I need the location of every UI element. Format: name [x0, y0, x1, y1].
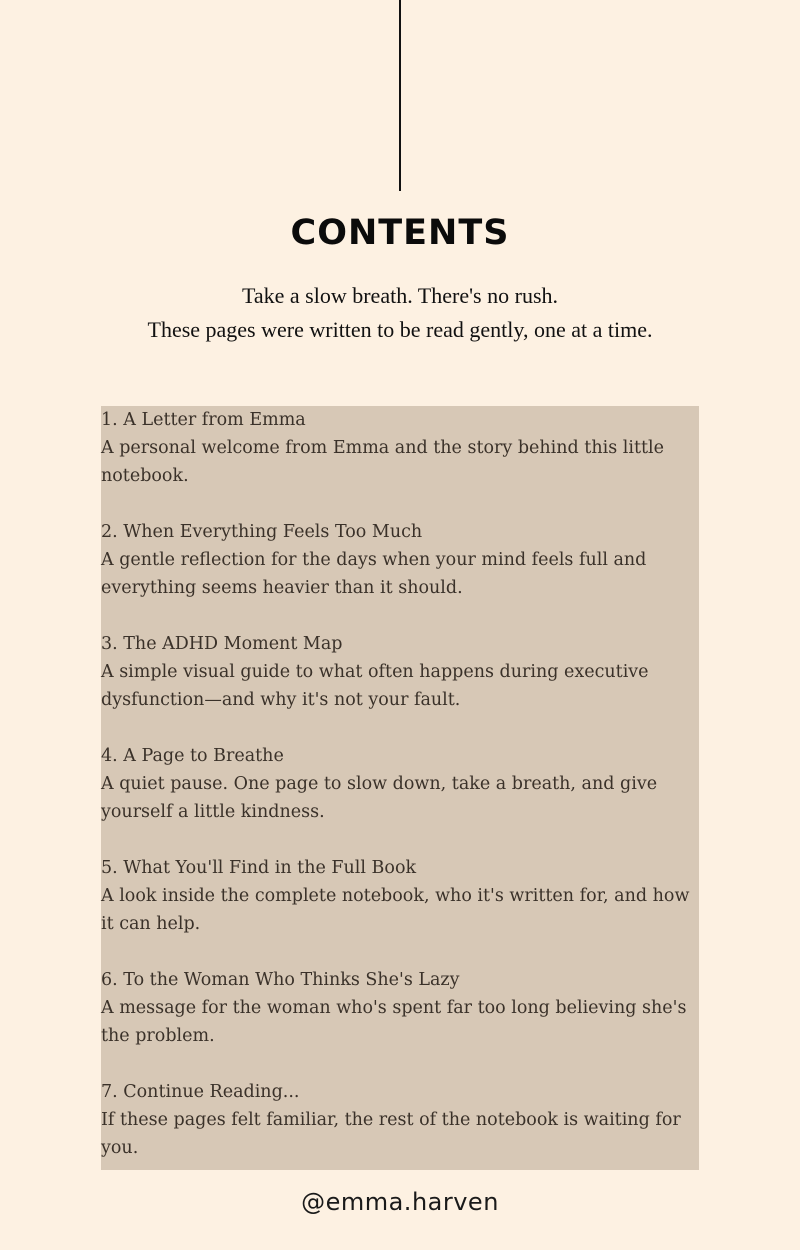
toc-item-heading[interactable]: 3. The ADHD Moment Map [101, 634, 343, 654]
toc-item[interactable] [101, 742, 699, 826]
toc-item-description: A gentle reflection for the days when your mind feels full and everything seems heavier than it should. [101, 550, 647, 598]
decorative-vertical-line [399, 0, 401, 191]
author-handle: @emma.harven [301, 1188, 499, 1216]
toc-item-description: If these pages felt familiar, the rest of the notebook is waiting for you. [101, 1110, 681, 1158]
toc-list [101, 406, 699, 1162]
toc-item-heading[interactable]: 6. To the Woman Who Thinks She's Lazy [101, 970, 460, 990]
toc-item[interactable] [101, 406, 699, 490]
toc-item-heading[interactable]: 1. A Letter from Emma [101, 410, 306, 430]
toc-item[interactable] [101, 630, 699, 714]
toc-item[interactable] [101, 854, 699, 938]
intro-text [0, 279, 800, 347]
toc-item-heading[interactable]: 2. When Everything Feels Too Much [101, 522, 423, 542]
toc-item-description: A simple visual guide to what often happens during executive dysfunction—and why it's not your fault. [101, 662, 649, 710]
toc-item-description: A message for the woman who's spent far too long believing she's the problem. [101, 998, 687, 1046]
table-of-contents [101, 406, 699, 1170]
page-title: CONTENTS [290, 213, 510, 253]
intro-line-2: These pages were written to be read gently, one at a time. [147, 317, 653, 342]
toc-item-heading[interactable]: 7. Continue Reading... [101, 1082, 300, 1102]
toc-item-heading[interactable]: 5. What You'll Find in the Full Book [101, 858, 417, 878]
toc-item[interactable] [101, 518, 699, 602]
toc-item-heading[interactable]: 4. A Page to Breathe [101, 746, 284, 766]
toc-item[interactable] [101, 966, 699, 1050]
intro-line-1: Take a slow breath. There's no rush. [241, 283, 559, 308]
toc-item-description: A look inside the complete notebook, who it's written for, and how it can help. [101, 886, 690, 934]
toc-item[interactable] [101, 1078, 699, 1162]
toc-item-description: A personal welcome from Emma and the story behind this little notebook. [101, 438, 664, 486]
toc-item-description: A quiet pause. One page to slow down, take a breath, and give yourself a little kindness. [101, 774, 658, 822]
